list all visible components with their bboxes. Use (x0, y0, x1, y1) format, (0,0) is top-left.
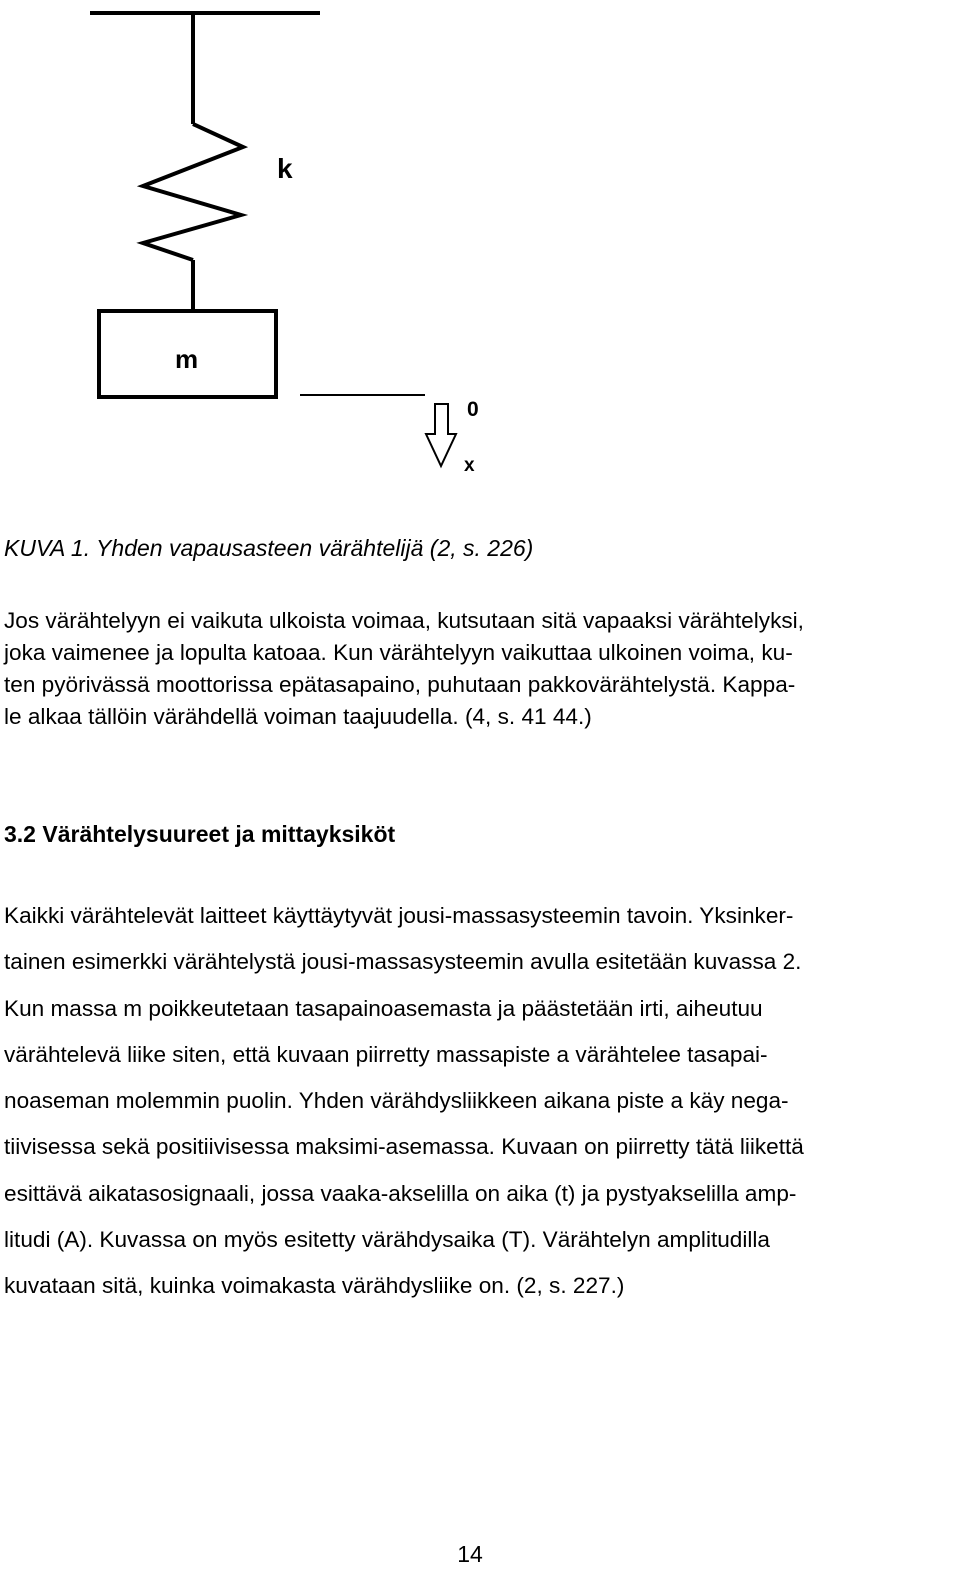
paragraph-line: esittävä aikatasosignaali, jossa vaaka-akselilla on aika (t) ja pystyakselilla amp- (4, 1180, 797, 1206)
mass-label: m (175, 344, 199, 374)
paragraph-line: värähtelevä liike siten, että kuvaan piirretty massapiste a värähtelee tasapai- (4, 1041, 768, 1067)
origin-label: 0 (467, 398, 479, 421)
figure-caption: KUVA 1. Yhden vapausasteen värähtelijä (2, s. 226) (4, 535, 534, 561)
spring-constant-label: k (277, 153, 293, 184)
spring-coil (143, 124, 243, 260)
section-heading: 3.2 Värähtelysuureet ja mittayksiköt (4, 821, 396, 847)
spring-mass-diagram (0, 0, 960, 500)
paragraph-line: tainen esimerkki värähtelystä jousi-massasysteemin avulla esitetään kuvassa 2. (4, 949, 802, 975)
page-number: 14 (457, 1541, 483, 1567)
paragraph-line: Jos värähtelyyn ei vaikuta ulkoista voimaa, kutsutaan sitä vapaaksi värähtelyksi, (4, 608, 804, 633)
paragraph-line: joka vaimenee ja lopulta katoaa. Kun värähtelyyn vaikuttaa ulkoinen voima, ku- (4, 640, 793, 665)
axis-x-label: x (464, 455, 475, 476)
paragraph-line: kuvataan sitä, kuinka voimakasta värähdysliike on. (2, s. 227.) (4, 1273, 625, 1299)
displacement-arrow-icon (426, 404, 456, 466)
paragraph-spring-mass-system (4, 893, 804, 1310)
paragraph-line: Kaikki värähtelevät laitteet käyttäytyvät jousi-massasysteemin tavoin. Yksinker- (4, 903, 794, 928)
paragraph-line: noaseman molemmin puolin. Yhden värähdysliikkeen aikana piste a käy nega- (4, 1088, 789, 1114)
paragraph-line: ten pyörivässä moottorissa epätasapaino, puhutaan pakkovärähtelystä. Kappa- (4, 672, 796, 697)
paragraph-line: Kun massa m poikkeutetaan tasapainoasemasta ja päästetään irti, aiheutuu (4, 995, 763, 1021)
paragraph-free-vibration (4, 605, 804, 733)
paragraph-line: tiivisessa sekä positiivisessa maksimi-asemassa. Kuvaan on piirretty tätä liikettä (4, 1134, 804, 1160)
paragraph-line: le alkaa tällöin värähdellä voiman taajuudella. (4, s. 41 44.) (4, 704, 592, 729)
paragraph-line: litudi (A). Kuvassa on myös esitetty värähdysaika (T). Värähtelyn amplitudilla (4, 1227, 770, 1253)
